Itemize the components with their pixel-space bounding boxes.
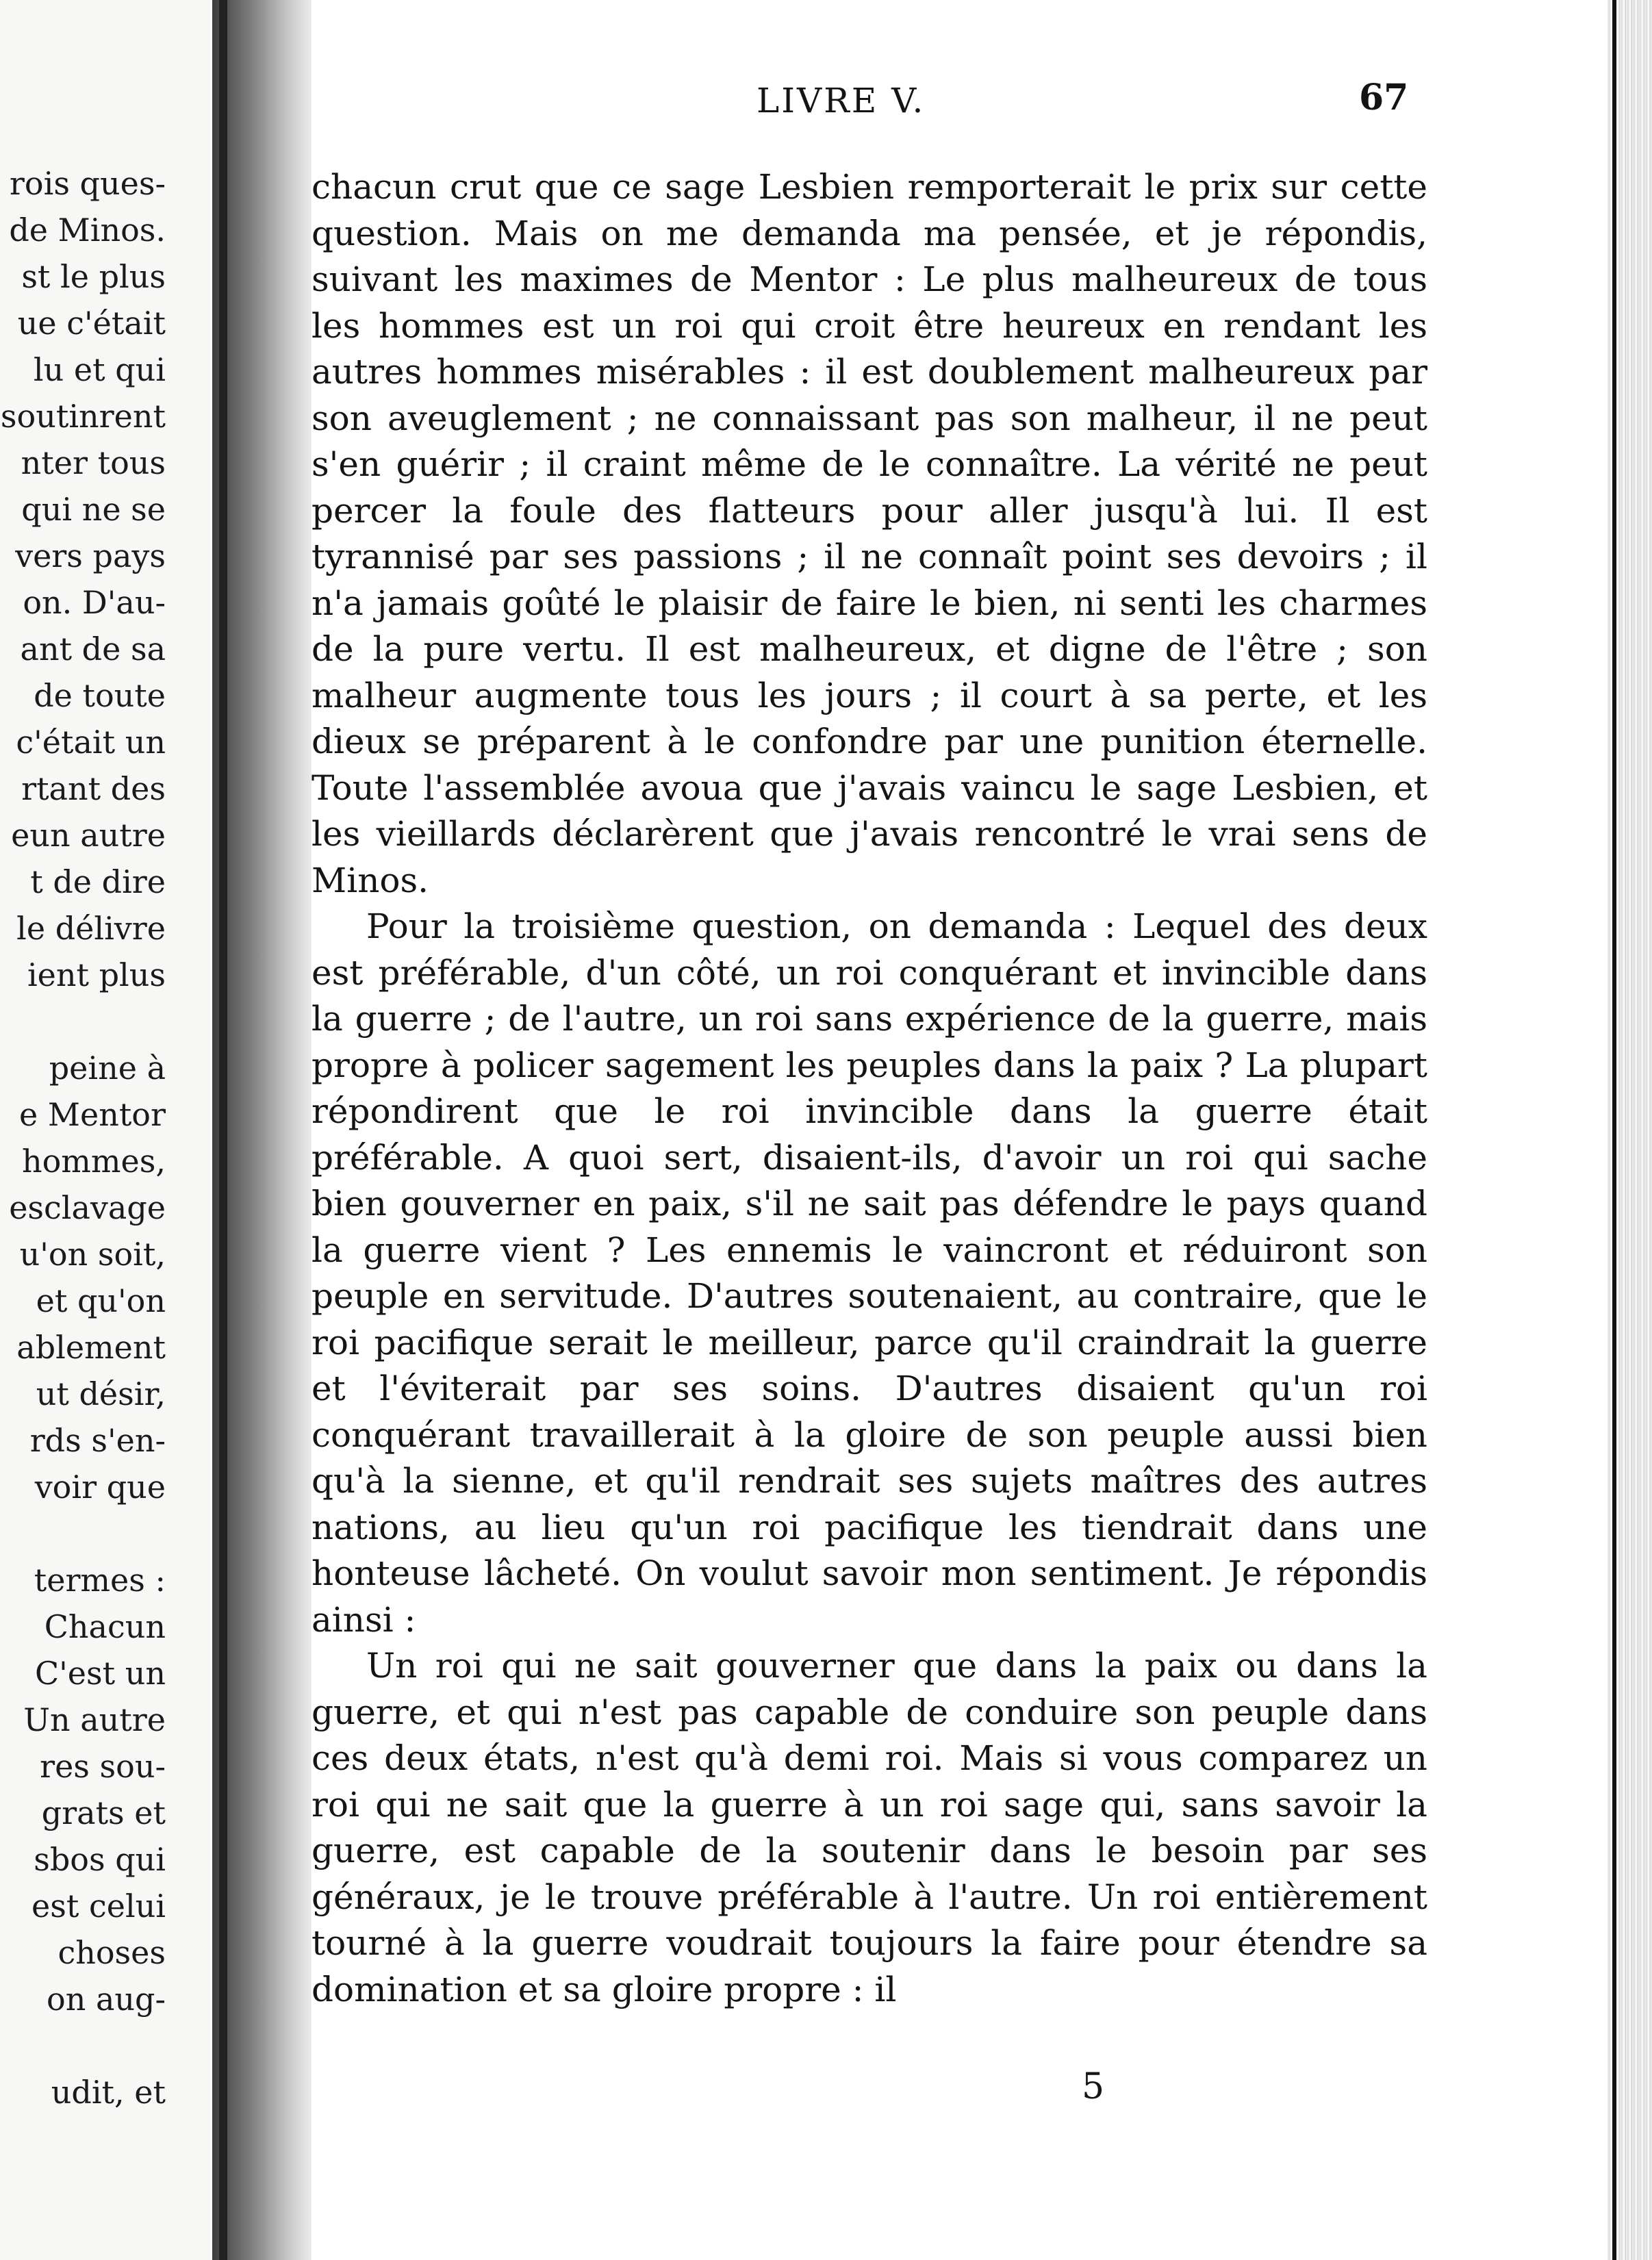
gutter-fold [219, 0, 227, 2260]
left-page-line: rds s'en- [29, 1422, 166, 1459]
left-page-line: voir que [34, 1469, 166, 1506]
left-page-line: t de dire [30, 863, 166, 900]
left-page-line: est celui [31, 1888, 166, 1925]
left-page-line: et qu'on [36, 1282, 166, 1319]
left-page-line: u'on soit, [19, 1236, 166, 1273]
left-page-line: ient plus [27, 956, 166, 993]
left-page-line: e Mentor [19, 1096, 166, 1133]
left-page-line: qui ne se [21, 491, 166, 528]
left-page-line: on. D'au- [23, 584, 166, 621]
left-page-line: de Minos. [9, 212, 166, 249]
left-page-line: lu et qui [33, 351, 166, 388]
left-page-line: eun autre [11, 817, 166, 854]
left-page-line: ut désir, [36, 1375, 166, 1412]
left-page-line: vers pays [15, 537, 166, 574]
signature-mark: 5 [1082, 2066, 1105, 2107]
left-page-text [0, 0, 219, 2260]
left-page-line: sbos qui [34, 1841, 166, 1878]
page-number: 67 [1359, 77, 1409, 118]
left-page-line: hommes, [21, 1143, 166, 1180]
paragraph: chacun crut que ce sage Lesbien remporterait le prix sur cette question. Mais on me demanda ma pensée, et je répondis, suivant les maximes de Mentor : Le plus malheureux de tous les hommes est un roi qui croit être heureux en rendant les autres hommes misérables : il est doublement malheureux par son aveuglement ; ne connaissant pas son malheur, il ne peut s'en guérir ; il craint même de le connaître. La vérité ne peut percer la foule des flatteurs pour aller jusqu'à lui. Il est tyrannisé par ses passions ; il ne connaît point ses devoirs ; il n'a jamais goûté le plaisir de faire le bien, ni senti les charmes de la pure vertu. Il est malheureux, et digne de l'être ; son malheur augmente tous les jours ; il court à sa perte, et les dieux se préparent à le confondre par une punition éternelle. Toute l'assemblée avoua que j'avais vaincu le sage Lesbien, et les vieillards déclarèrent que j'avais rencontré le vrai sens de Minos. [312, 167, 1427, 900]
left-page-line: Chacun [44, 1608, 166, 1645]
left-page-line: de toute [34, 677, 166, 714]
left-page-line: le délivre [16, 910, 166, 947]
left-page-line: res sou- [40, 1748, 166, 1785]
paragraph: Un roi qui ne sait gouverner que dans la paix ou dans la guerre, et qui n'est pas capable de conduire son peuple dans ces deux états, n'est qu'à demi roi. Mais si vous comparez un roi qui ne sait que la guerre à un roi sage qui, sans savoir la guerre, est capable de la soutenir dans le besoin par ses généraux, je le trouve préférable à l'autre. Un roi entièrement tourné à la guerre voudrait toujours la faire pour étendre sa domination et sa gloire propre : il [312, 1646, 1427, 2009]
left-page-line: c'était un [16, 724, 166, 761]
left-page-line: ant de sa [20, 631, 166, 668]
left-page-line: st le plus [21, 258, 166, 295]
left-page-line: peine à [49, 1050, 166, 1087]
left-page-line: ablement [16, 1329, 166, 1366]
left-facing-page [0, 0, 219, 2260]
left-page-line: choses [58, 1934, 166, 1971]
left-page-line: rois ques- [9, 165, 166, 202]
gutter-shadow [212, 0, 315, 2260]
left-page-line: Un autre [23, 1701, 166, 1738]
left-page-line: nter tous [21, 444, 166, 481]
left-page-line: udit, et [51, 2074, 166, 2111]
running-head: LIVRE V. [757, 81, 926, 120]
left-page-line: C'est un [34, 1655, 166, 1692]
left-page-line: esclavage [9, 1189, 166, 1226]
body-text [312, 164, 1427, 2013]
paragraph: Pour la troisième question, on demanda : Lequel des deux est préférable, d'un côté, un roi conquérant et invincible dans la guerre ; de l'autre, un roi sans expérience de la guerre, mais propre à policer sagement les peuples dans la paix ? La plupart répondirent que le roi invincible dans la guerre était préférable. A quoi sert, disaient-ils, d'avoir un roi qui sache bien gouverner en paix, s'il ne sait pas défendre le pays quand la guerre vient ? Les ennemis le vaincront et réduiront son peuple en servitude. D'autres soutenaient, au contraire, que le roi pacifique serait le meilleur, parce qu'il craindrait la guerre et l'éviterait par ses soins. D'autres disaient qu'un roi conquérant travaillerait à la gloire de son peuple aussi bien qu'à la sienne, et qu'il rendrait ses sujets maîtres des autres nations, au lieu qu'un roi pacifique les tiendrait dans une honteuse lâcheté. On voulut savoir mon sentiment. Je répondis ainsi : [312, 906, 1427, 1640]
page-edge-line [1612, 0, 1616, 2260]
left-page-line: rtant des [21, 770, 166, 807]
left-page-line: grats et [41, 1794, 166, 1831]
left-page-line: on aug- [47, 1981, 166, 2018]
left-page-line: ue c'était [17, 305, 166, 342]
left-page-line: termes : [34, 1562, 166, 1599]
left-page-line: soutinrent [0, 398, 166, 435]
